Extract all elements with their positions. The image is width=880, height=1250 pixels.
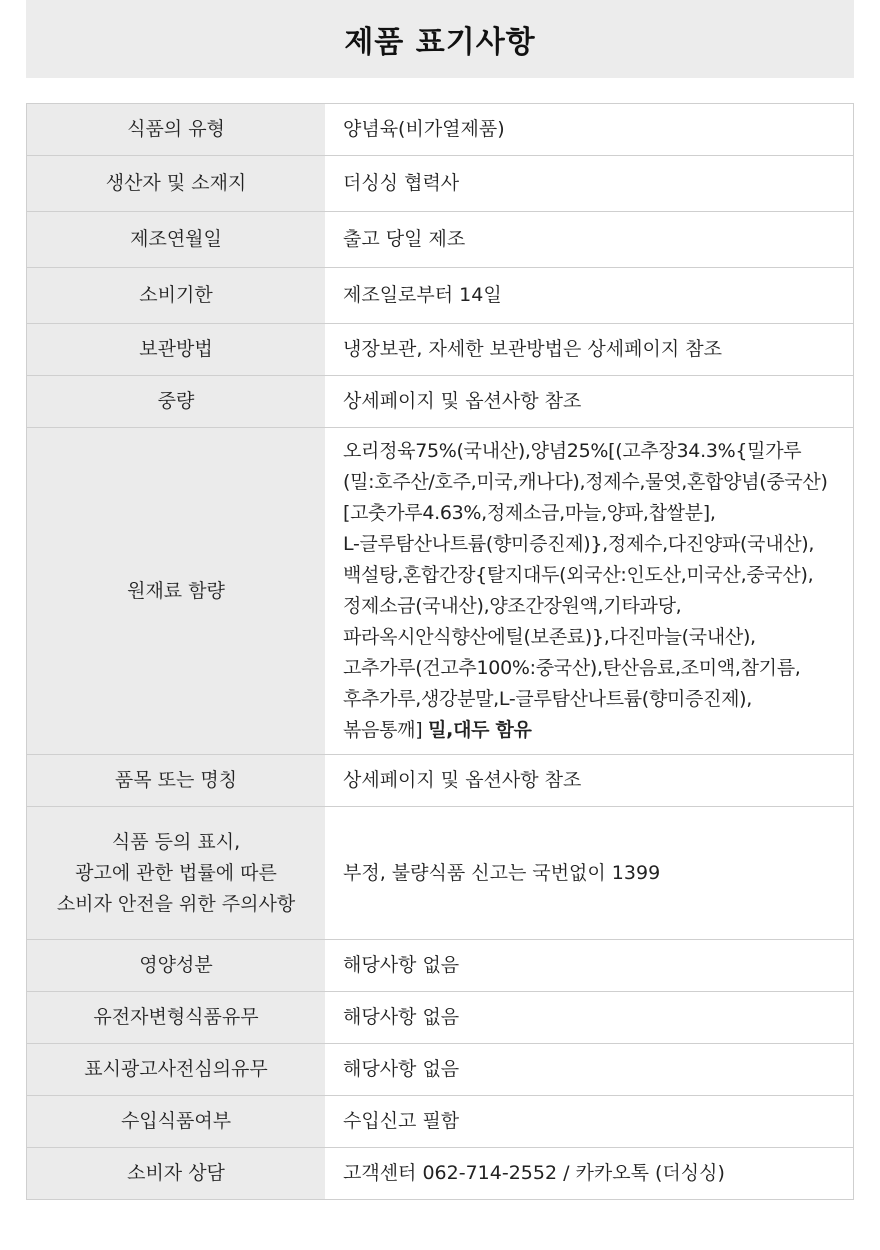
table-row xyxy=(27,992,854,1044)
row-label: 유전자변형식품유무 xyxy=(27,992,326,1044)
ingredient-line: [고춧가루4.63%,정제소금,마늘,양파,찹쌀분], xyxy=(343,502,716,524)
row-value: 냉장보관, 자세한 보관방법은 상세페이지 참조 xyxy=(325,324,854,376)
row-label: 식품의 유형 xyxy=(27,104,326,156)
table-row xyxy=(27,807,854,940)
ingredient-line: 후추가루,생강분말,L-글루탐산나트륨(향미증진제), xyxy=(343,688,753,710)
row-label: 소비기한 xyxy=(27,268,326,324)
row-label: 생산자 및 소재지 xyxy=(27,156,326,212)
label-line: 소비자 안전을 위한 주의사항 xyxy=(56,892,296,915)
row-value: 해당사항 없음 xyxy=(325,940,854,992)
page-title: 제품 표기사항 xyxy=(344,25,536,60)
row-value: 상세페이지 및 옵션사항 참조 xyxy=(325,376,854,428)
row-label: 중량 xyxy=(27,376,326,428)
row-value: 출고 당일 제조 xyxy=(325,212,854,268)
table-row-ingredients xyxy=(27,428,854,755)
table-row xyxy=(27,212,854,268)
row-value: 상세페이지 및 옵션사항 참조 xyxy=(325,755,854,807)
label-line: 광고에 관한 법률에 따른 xyxy=(75,861,277,884)
ingredient-line: 오리정육75%(국내산),양념25%[(고추장34.3%{밀가루 xyxy=(343,440,802,462)
ingredient-line: (밀:호주산/호주,미국,캐나다),정제수,물엿,혼합양념(중국산) xyxy=(343,471,828,493)
row-value: 해당사항 없음 xyxy=(325,992,854,1044)
row-value: 양념육(비가열제품) xyxy=(325,104,854,156)
row-label-multiline xyxy=(27,807,326,940)
row-label: 영양성분 xyxy=(27,940,326,992)
row-value: 해당사항 없음 xyxy=(325,1044,854,1096)
row-label: 품목 또는 명칭 xyxy=(27,755,326,807)
ingredient-line: 백설탕,혼합간장{탈지대두(외국산:인도산,미국산,중국산), xyxy=(343,564,814,586)
label-line: 식품 등의 표시, xyxy=(111,830,241,853)
table-row xyxy=(27,376,854,428)
product-info-table xyxy=(26,103,854,1200)
row-label: 수입식품여부 xyxy=(27,1096,326,1148)
table-row xyxy=(27,104,854,156)
row-label: 원재료 함량 xyxy=(27,428,326,755)
ingredient-line: 정제소금(국내산),양조간장원액,기타과당, xyxy=(343,595,682,617)
row-label: 소비자 상담 xyxy=(27,1148,326,1200)
row-value: 부정, 불량식품 신고는 국번없이 1399 xyxy=(325,807,854,940)
table-row xyxy=(27,1096,854,1148)
row-value: 수입신고 필함 xyxy=(325,1096,854,1148)
ingredient-line: 고추가루(건고추100%:중국산),탄산음료,조미액,참기름, xyxy=(343,657,801,679)
table-row xyxy=(27,1148,854,1200)
row-value: 고객센터 062-714-2552 / 카카오톡 (더싱싱) xyxy=(325,1148,854,1200)
row-label: 보관방법 xyxy=(27,324,326,376)
ingredients-value xyxy=(325,428,854,755)
row-label: 표시광고사전심의유무 xyxy=(27,1044,326,1096)
table-row xyxy=(27,1044,854,1096)
ingredient-line: L-글루탐산나트륨(향미증진제)},정제수,다진양파(국내산), xyxy=(343,533,815,555)
ingredient-last-text: 볶음통깨] xyxy=(343,719,423,741)
ingredient-line: 파라옥시안식향산에틸(보존료)},다진마늘(국내산), xyxy=(343,626,756,648)
row-value: 제조일로부터 14일 xyxy=(325,268,854,324)
title-bar xyxy=(26,0,854,78)
table-row xyxy=(27,268,854,324)
row-label: 제조연월일 xyxy=(27,212,326,268)
allergen-notice: 밀,대두 함유 xyxy=(428,719,532,741)
table-row xyxy=(27,156,854,212)
table-row xyxy=(27,755,854,807)
ingredient-last-line xyxy=(343,715,845,746)
table-row xyxy=(27,940,854,992)
table-row xyxy=(27,324,854,376)
row-value: 더싱싱 협력사 xyxy=(325,156,854,212)
